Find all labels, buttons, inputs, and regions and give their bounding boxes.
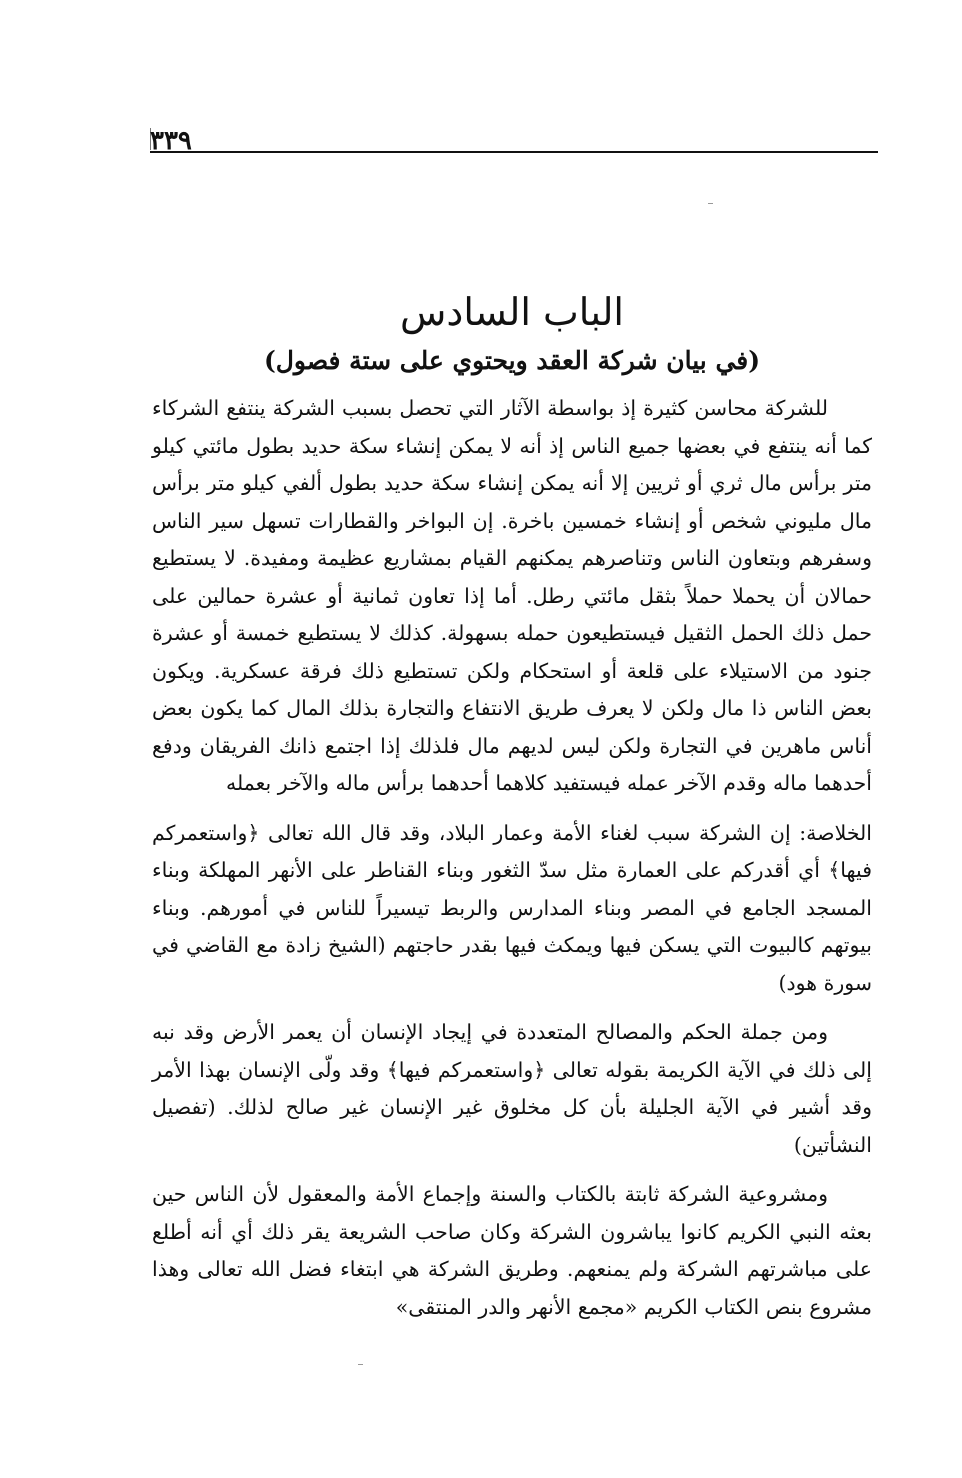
- page-number: ٣٣٩: [150, 126, 192, 156]
- stray-mark: [708, 203, 713, 204]
- paragraph-wisdom: ومن جملة الحكم والمصالح المتعددة في إيجاد الإنسان أن يعمر الأرض وقد نبه إلى ذلك في الآية الكريمة بقوله تعالى ﴿واستعمركم فيها﴾ وقد ولّى الإنسان بهذا الأمر وقد أشير في الآية الجليلة بأن كل مخلوق غير الإنسان غير صالح لذلك. (تفصيل النشأتين): [152, 1020, 872, 1157]
- paragraph-legitimacy: ومشروعية الشركة ثابتة بالكتاب والسنة وإجماع الأمة والمعقول لأن الناس حين بعثه النبي الكريم كانوا يباشرون الشركة وكان صاحب الشريعة يقر ذلك أي أنه أطلع على مباشرتهم الشركة ولم يمنعهم. وطريق الشركة هي ابتغاء فضل الله تعالى وهذا مشروع بنص الكتاب الكريم «مجمع الأنهر والدر المنتقى»: [152, 1182, 872, 1319]
- paragraph-advantages: للشركة محاسن كثيرة إذ بواسطة الآثار التي تحصل بسبب الشركة ينتفع الشركاء كما أنه ينتفع في بعضها جميع الناس إذ أنه لا يمكن إنشاء سكة حديد بطول مائتي كيلو متر برأس مال ثري أو ثريين إلا أنه يمكن إنشاء سكة حديد بطول ألفي كيلو متر برأس مال مليوني شخص أو إنشاء خمسين باخرة. إن البواخر والقطارات تسهل سير الناس وسفرهم وبتعاون الناس وتناصرهم يمكنهم القيام بمشاريع عظيمة ومفيدة. لا يستطيع حمالان أن يحملا حملاً بثقل مائتي رطل. أما إذا تعاون ثمانية أو عشرة حمالين على حمل ذلك الحمل الثقيل فيستطيعون حمله بسهولة. كذلك لا يستطيع خمسة أو عشرة جنود من الاستيلاء على قلعة أو استحكام ولكن تستطيع ذلك فرقة عسكرية. ويكون بعض الناس ذا مال ولكن لا يعرف طريق الانتفاع والتجارة بذلك المال كما يكون بعض أناس ماهرين في التجارة ولكن ليس لديهم مال فلذلك إذا اجتمع ذانك الفريقان ودفع أحدهما ماله وقدم الآخر عمله فيستفيد كلاهما أحدهما برأس ماله والآخر بعمله: [152, 396, 872, 795]
- stray-mark: [358, 1364, 363, 1365]
- chapter-subtitle: (في بيان شركة العقد ويحتوي على ستة فصول): [263, 346, 761, 375]
- paragraph-summary: الخلاصة: إن الشركة سبب لغناء الأمة وعمار البلاد، وقد قال الله تعالى ﴿واستعمركم فيها﴾ أي أقدركم على العمارة مثل سدّ الثغور وبناء القناطر على الأنهر المهلكة وبناء المسجد الجامع في المصر وبناء المدارس والربط تيسيراً للناس في أمورهم. وبناء بيوتهم كالبيوت التي يسكن فيها ويمكث فيها بقدر حاجتهم (الشيخ زادة مع القاضي في سورة هود): [152, 820, 872, 995]
- page-body: [152, 282, 872, 1338]
- chapter-title: الباب السادس: [400, 290, 624, 334]
- header-rule: [150, 151, 878, 153]
